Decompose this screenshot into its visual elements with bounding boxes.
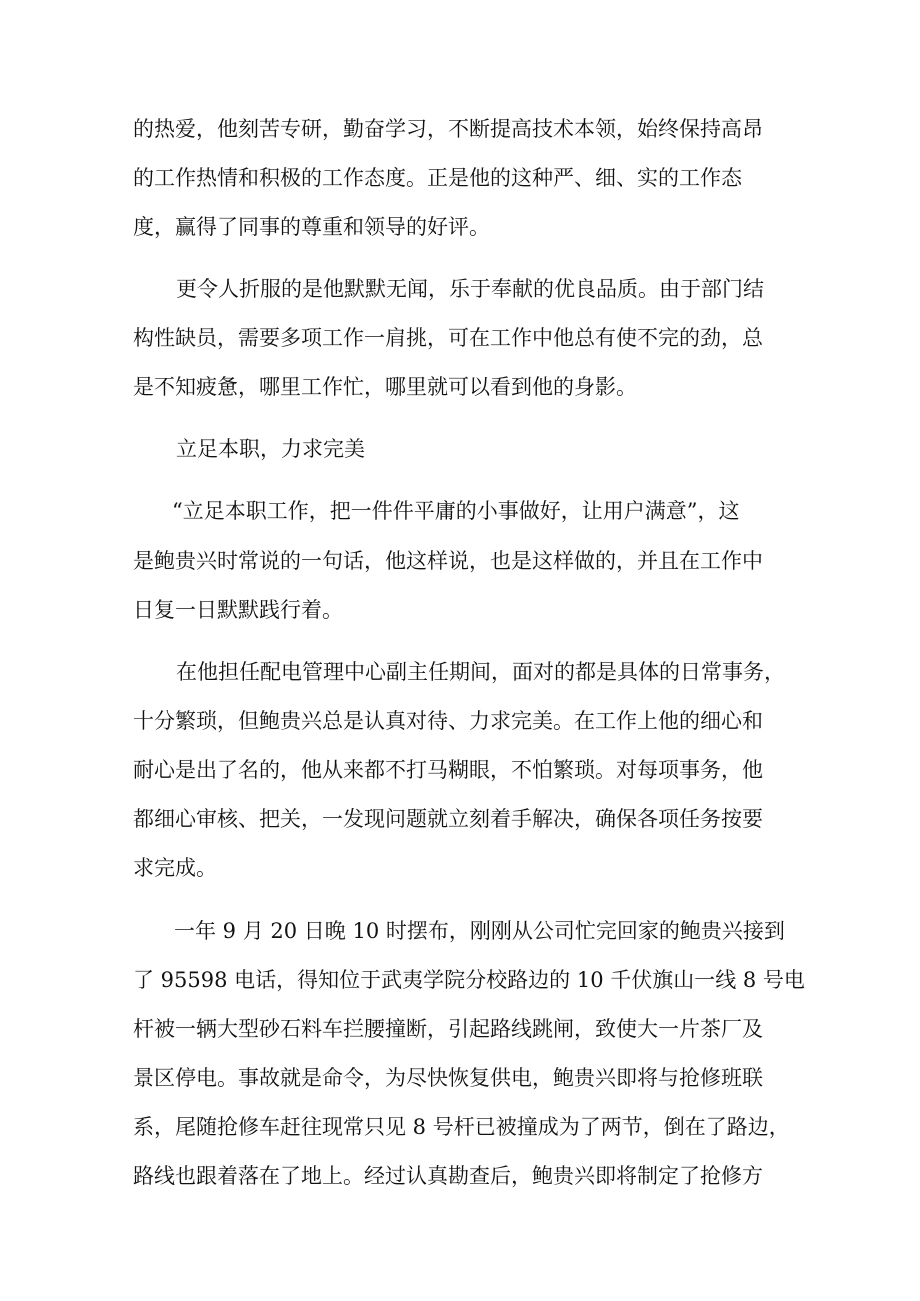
paragraph-line: 了 95598 电话，得知位于武夷学院分校路边的 10 千伏旗山一线 8 号电 [133, 968, 805, 992]
section-heading: 立足本职，力求完美 [176, 437, 365, 461]
paragraph-line: 路线也跟着落在了地上。经过认真勘查后，鲍贵兴即将制定了抢修方 [133, 1164, 763, 1188]
paragraph-line: 耐心是出了名的，他从来都不打马糊眼，不怕繁琐。对每项事务，他 [133, 758, 763, 782]
paragraph-line: 一年 9 月 20 日晚 10 时摆布，刚刚从公司忙完回家的鲍贵兴接到 [174, 919, 785, 943]
paragraph-line: 景区停电。事故就是命令，为尽快恢复供电，鲍贵兴即将与抢修班联 [133, 1066, 763, 1090]
paragraph-line: 是不知疲惫，哪里工作忙，哪里就可以看到他的身影。 [133, 375, 637, 399]
paragraph-line: 求完成。 [133, 856, 217, 880]
paragraph-line: 度，赢得了同事的尊重和领导的好评。 [133, 215, 490, 239]
paragraph-line: “立足本职工作，把一件件平庸的小事做好，让用户满意”，这 [172, 499, 740, 523]
paragraph-line: 构性缺员，需要多项工作一肩挑，可在工作中他总有使不完的劲，总 [133, 326, 763, 350]
paragraph-line: 都细心审核、把关，一发现问题就立刻着手解决，确保各项任务按要 [133, 807, 763, 831]
paragraph-line: 杆被一辆大型砂石料车拦腰撞断，引起路线跳闸，致使大一片茶厂及 [133, 1017, 763, 1041]
paragraph-line: 的工作热情和积极的工作态度。正是他的这种严、细、实的工作态 [133, 166, 742, 190]
paragraph-line: 更令人折服的是他默默无闻，乐于奉献的优良品质。由于部门结 [176, 277, 764, 301]
paragraph-line: 日复一日默默践行着。 [133, 598, 343, 622]
paragraph-line: 在他担任配电管理中心副主任期间，面对的都是具体的日常事务， [176, 660, 785, 684]
paragraph-line: 是鲍贵兴时常说的一句话，他这样说，也是这样做的，并且在工作中 [133, 549, 763, 573]
paragraph-line: 系，尾随抢修车赶往现常只见 8 号杆已被撞成为了两节，倒在了路边， [133, 1115, 790, 1139]
paragraph-line: 十分繁琐，但鲍贵兴总是认真对待、力求完美。在工作上他的细心和 [133, 709, 763, 733]
paragraph-line: 的热爱，他刻苦专研，勤奋学习，不断提高技术本领，始终保持高昂 [133, 117, 763, 141]
